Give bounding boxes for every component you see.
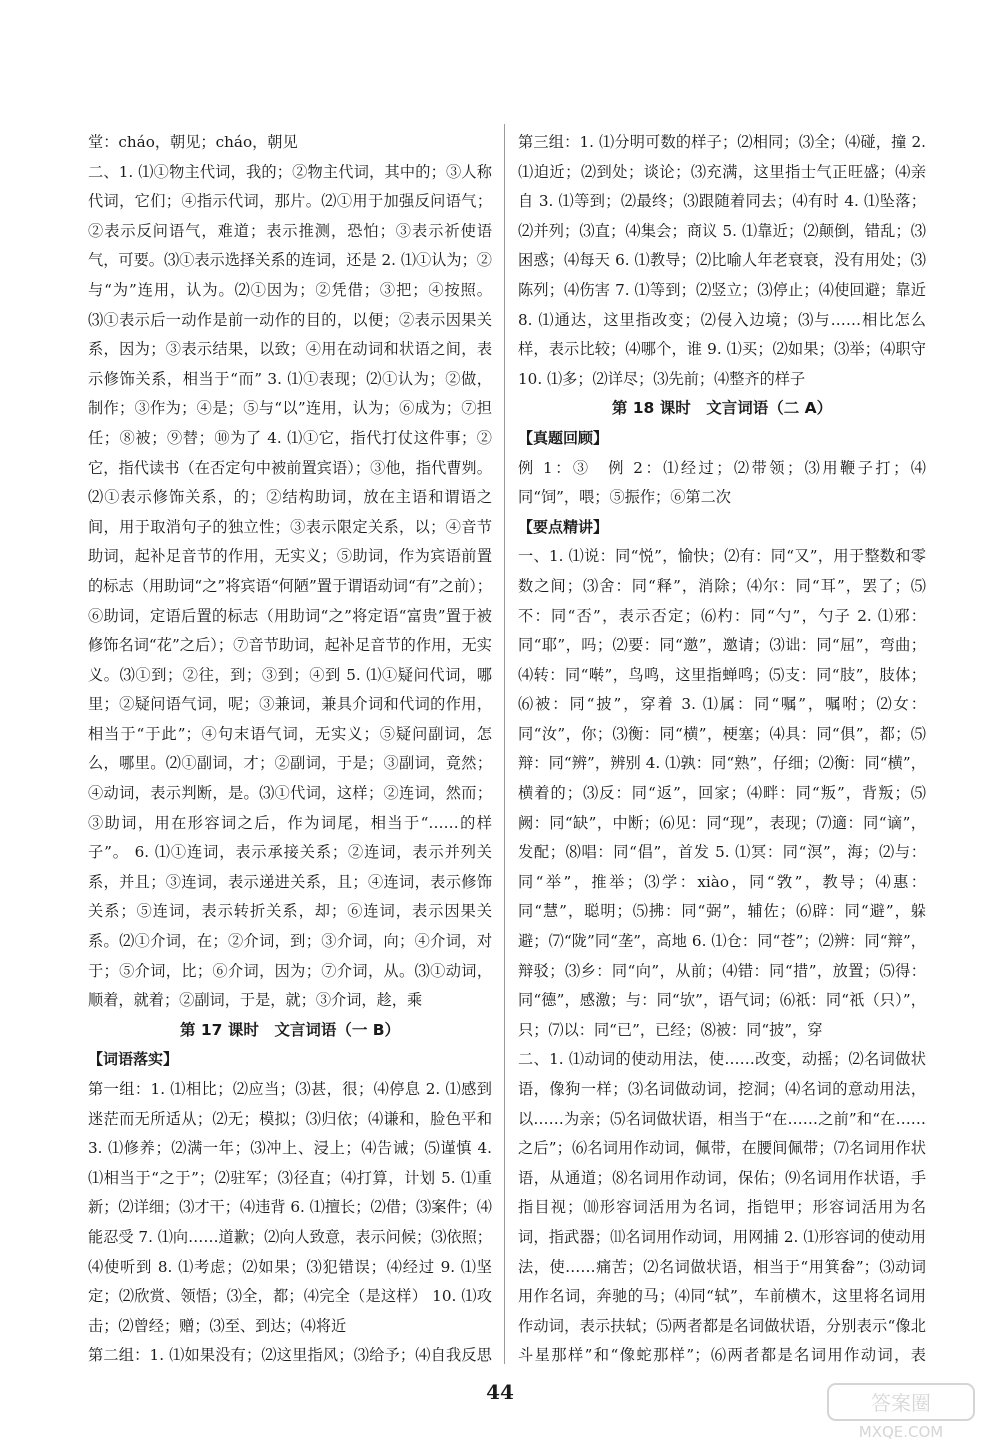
- page-number: 44: [486, 1380, 514, 1404]
- paragraph-section-two: 二、1. ⑴①物主代词，我的；②物主代词，其中的；③人称代词，它们；④指示代词，那片。⑵①用于加强反问语气；②表示反问语气，难道；表示推测，恐怕；③表示祈使语气，可要。⑶①表示选择关系的连词，还是 2. ⑴①认为；②与“为”连用，认为。⑵①因为；②凭借；③把；④按照。⑶①表示后一动作是前一动作的目的，以便；②表示因果关系，因为；③表示结果，以致；④用在动词和状语之间，表示修饰关系，相当于“而” 3. ⑴①表现；⑵①认为；②做，制作；③作为；④是；⑤与“以”连用，认为；⑥成为；⑦担任；⑧被；⑨替；⑩为了 4. ⑴①它，指代打仗这件事；②它，指代读书（在否定句中被前置宾语）；③他，指代曹刿。⑵①表示修饰关系，的；②结构助词，放在主语和谓语之间，用于取消句子的独立性；③表示限定关系，以；④音节助词，起补足音节的作用，无实义；⑤助词，作为宾语前置的标志（用助词“之”将宾语“何陋”置于谓语动词“有”之前）；⑥助词，定语后置的标志（用助词“之”将定语“富贵”置于被修饰名词“花”之后）；⑦音节助词，起补足音节的作用，无实义。⑶①到；②往，到；③到；④到 5. ⑴①疑问代词，哪里；②疑问语气词，呢；③兼词，兼具介词和代词的作用，相当于“于此”；④句末语气词，无实义；⑤疑问副词，怎么，哪里。⑵①副词，才；②副词，于是；③副词，竟然；④动词，表示判断，是。⑶①代词，这样；②连词，然而；③助词，用在形容词之后，作为词尾，相当于“……的样子”。 6. ⑴①连词，表示承接关系；②连词，表示并列关系，并且；③连词，表示递进关系，且；④连词，表示修饰关系；⑤连词，表示转折关系，却；⑥连词，表示因果关系。⑵①介词，在；②介词，到；③介词，向；④介词，对于；⑤介词，比；⑥介词，因为；⑦介词，从。⑶①动词，顺着，就着；②副词，于是，就；③介词，趁，乘: [88, 162, 492, 1010]
- section-header-key-points: 【要点精讲】: [518, 517, 609, 536]
- section-header-review: 【真题回顾】: [518, 428, 609, 447]
- lesson-17-title: 第 17 课时 文言词语（一 B）: [179, 1020, 401, 1039]
- svg-text:MXQE.COM: MXQE.COM: [858, 1423, 944, 1441]
- column-divider: [504, 124, 505, 1364]
- section-header-words: 【词语落实】: [88, 1050, 179, 1069]
- watermark-logo: [826, 1380, 976, 1442]
- left-column: [88, 128, 492, 1368]
- right-column: [518, 128, 926, 1368]
- paragraph-review: 例 1：③ 例 2：⑴经过；⑵带领；⑶用鞭子打；⑷同“饲”，喂；⑤振作；⑥第二次: [518, 458, 926, 507]
- svg-text:答案圈: 答案圈: [871, 1391, 931, 1415]
- paragraph-group-three: 第三组：1. ⑴分明可数的样子；⑵相同；⑶全；⑷碰，撞 2. ⑴迫近；⑵到处；谈论；⑶充满，这里指士气正旺盛；⑷亲自 3. ⑴等到；⑵最终；⑶跟随着同去；⑷有时 4. ⑴坠落；⑵并列；⑶直；⑷集会；商议 5. ⑴靠近；⑵颠倒，错乱；⑶困惑；⑷每天 6. ⑴教导；⑵比喻人年老衰衰，没有用处；⑶陈列；⑷伤害 7. ⑴等到；⑵竖立；⑶停止；⑷使回避；靠近 8. ⑴通达，这里指改变；⑵侵入边境；⑶与……相比怎么样，表示比较；⑷哪个，谁 9. ⑴买；⑵如果；⑶举；⑷职守 10. ⑴多；⑵详尽；⑶先前；⑷整齐的样子: [518, 133, 926, 388]
- paragraph-group-two: 第二组：1. ⑴如果没有；⑵这里指风；⑶给予；⑷自我反思: [88, 1346, 492, 1365]
- paragraph-part-one: 一、1. ⑴说：同“悦”，愉快；⑵有：同“又”，用于整数和零数之间；⑶舍：同“释”，消除；⑷尔：同“耳”，罢了；⑸不：同“否”，表示否定；⑹杓：同“勺”，勺子 2. ⑴邪：同“耶”，吗；⑵要：同“邀”，邀请；⑶诎：同“屈”，弯曲；⑷转：同“啭”，鸟鸣，这里指蝉鸣；⑸支：同“肢”，肢体；⑹被：同“披”，穿着 3. ⑴属：同“嘱”，嘱咐；⑵女：同“汝”，你；⑶衡：同“横”，梗塞；⑷具：同“俱”，都；⑸辩：同“辨”，辨别 4. ⑴孰：同“熟”，仔细；⑵衡：同“横”，横着的；⑶反：同“返”，回家；⑷畔：同“叛”，背叛；⑸阙：同“缺”，中断；⑹见：同“现”，表现；⑺適：同“谪”，发配；⑻唱：同“倡”，首发 5. ⑴冥：同“溟”，海；⑵与：同“举”，推举；⑶学：xiào，同“敩”，教导；⑷惠：同“慧”，聪明；⑸拂：同“弼”，辅佐；⑹辟：同“避”，躲避；⑺“陇”同“垄”，高地 6. ⑴仓：同“苍”；⑵辨：同“辩”，辩驳；⑶乡：同“向”，从前；⑷错：同“措”，放置；⑸得：同“德”，感激；与：同“欤”，语气词；⑹祇：同“祇（只）”，只；⑺以：同“已”，已经；⑻被：同“披”，穿: [518, 547, 926, 1039]
- paragraph-pronunciation: 堂：cháo，朝见；cháo，朝见: [88, 133, 298, 151]
- paragraph-group-one: 第一组：1. ⑴相比；⑵应当；⑶甚，很；⑷停息 2. ⑴感到迷茫而无所适从；⑵无；模拟；⑶归依；⑷谦和，脸色平和 3. ⑴修养；⑵满一年；⑶冲上、浸上；⑷告诫；⑸谨慎 4. ⑴相当于“之于”；⑵驻军；⑶径直；⑷打算，计划 5. ⑴重新；⑵详细；⑶才干；⑷违背 6. ⑴擅长；⑵借；⑶案件；⑷能忍受 7. ⑴向……道歉；⑵向人致意，表示问候；⑶依照；⑷使听到 8. ⑴考虑；⑵如果；⑶犯错误；⑷经过 9. ⑴坚定；⑵欣赏、领悟；⑶全，都；⑷完全（是这样） 10. ⑴攻击；⑵曾经；赠；⑶至、到达；⑷将近: [88, 1080, 492, 1335]
- lesson-18-title: 第 18 课时 文言词语（二 A）: [611, 399, 833, 418]
- paragraph-part-two: 二、1. ⑴动词的使动用法，使……改变，动摇；⑵名词做状语，像狗一样；⑶名词做动词，挖洞；⑷名词的意动用法，以……为亲；⑸名词做状语，相当于“在……之前”和“在……之后”；⑹名词用作动词，佩带，在腰间佩带；⑺名词用作状语，从通道；⑻名词用作动词，保佑；⑼名词用作状语，手指目视；⑽形容词活用为名词，指铠甲；形容词活用为名词，指武器；⑾名词用作动词，用网捕 2. ⑴形容词的使动用法，使……痛苦；⑵名词做状语，相当于“用箕畚”；⑶动词用作名词，奔驰的马；⑷同“轼”，车前横木，这里将名词用作动词，表示扶轼；⑸两者都是名词做状语，分别表示“像北斗星那样”和“像蛇那样”；⑹两者都是名词用作动词，表: [518, 1050, 926, 1365]
